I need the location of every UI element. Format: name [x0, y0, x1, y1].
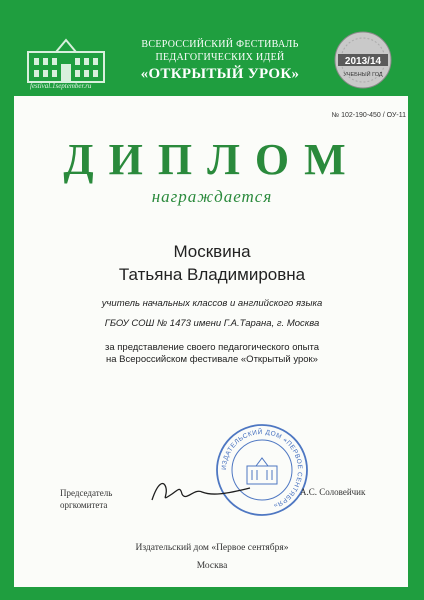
header-line-1: ВСЕРОССИЙСКИЙ ФЕСТИВАЛЬ: [141, 39, 299, 50]
recipient-school: ГБОУ СОШ № 1473 имени Г.А.Тарана, г. Москва: [104, 318, 320, 329]
reason-line-2: на Всероссийском фестивале «Открытый урок»: [106, 354, 318, 365]
publisher: Издательский дом «Первое сентября»: [135, 543, 289, 553]
signatory-title-line-1: Председатель: [60, 488, 113, 498]
diploma-subtitle: награждается: [151, 187, 273, 206]
recipient-position: учитель начальных классов и английского языка: [101, 298, 323, 309]
diploma-title: ДИПЛОМ: [63, 135, 361, 184]
header-line-2: ПЕДАГОГИЧЕСКИХ ИДЕЙ: [155, 52, 285, 63]
recipient-given-names: Татьяна Владимировна: [118, 265, 306, 284]
recipient-surname: Москвина: [173, 242, 251, 261]
badge-year: 2013/14: [344, 56, 382, 67]
stamp-text: ИЗДАТЕЛЬСКИЙ ДОМ «ПЕРВОЕ СЕНТЯБРЯ»: [220, 428, 304, 510]
signatory-name: А.С. Соловейчик: [300, 487, 366, 497]
signatory-title-line-2: оргкомитета: [60, 500, 108, 510]
festival-site: festival.1september.ru: [30, 82, 92, 90]
registration-number: № 102-190-450 / ОУ-11: [331, 112, 406, 119]
badge-text: УЧЕБНЫЙ ГОД: [343, 72, 383, 78]
year-badge-icon: [334, 30, 392, 90]
city: Москва: [196, 561, 228, 571]
header-line-3: «ОТКРЫТЫЙ УРОК»: [140, 66, 300, 82]
handwritten-signature: [146, 476, 256, 506]
building-logo-icon: [26, 34, 106, 86]
reason-line-1: за представление своего педагогического опыта: [104, 342, 320, 353]
festival-header: [110, 38, 330, 84]
signatory-title: [60, 487, 112, 511]
